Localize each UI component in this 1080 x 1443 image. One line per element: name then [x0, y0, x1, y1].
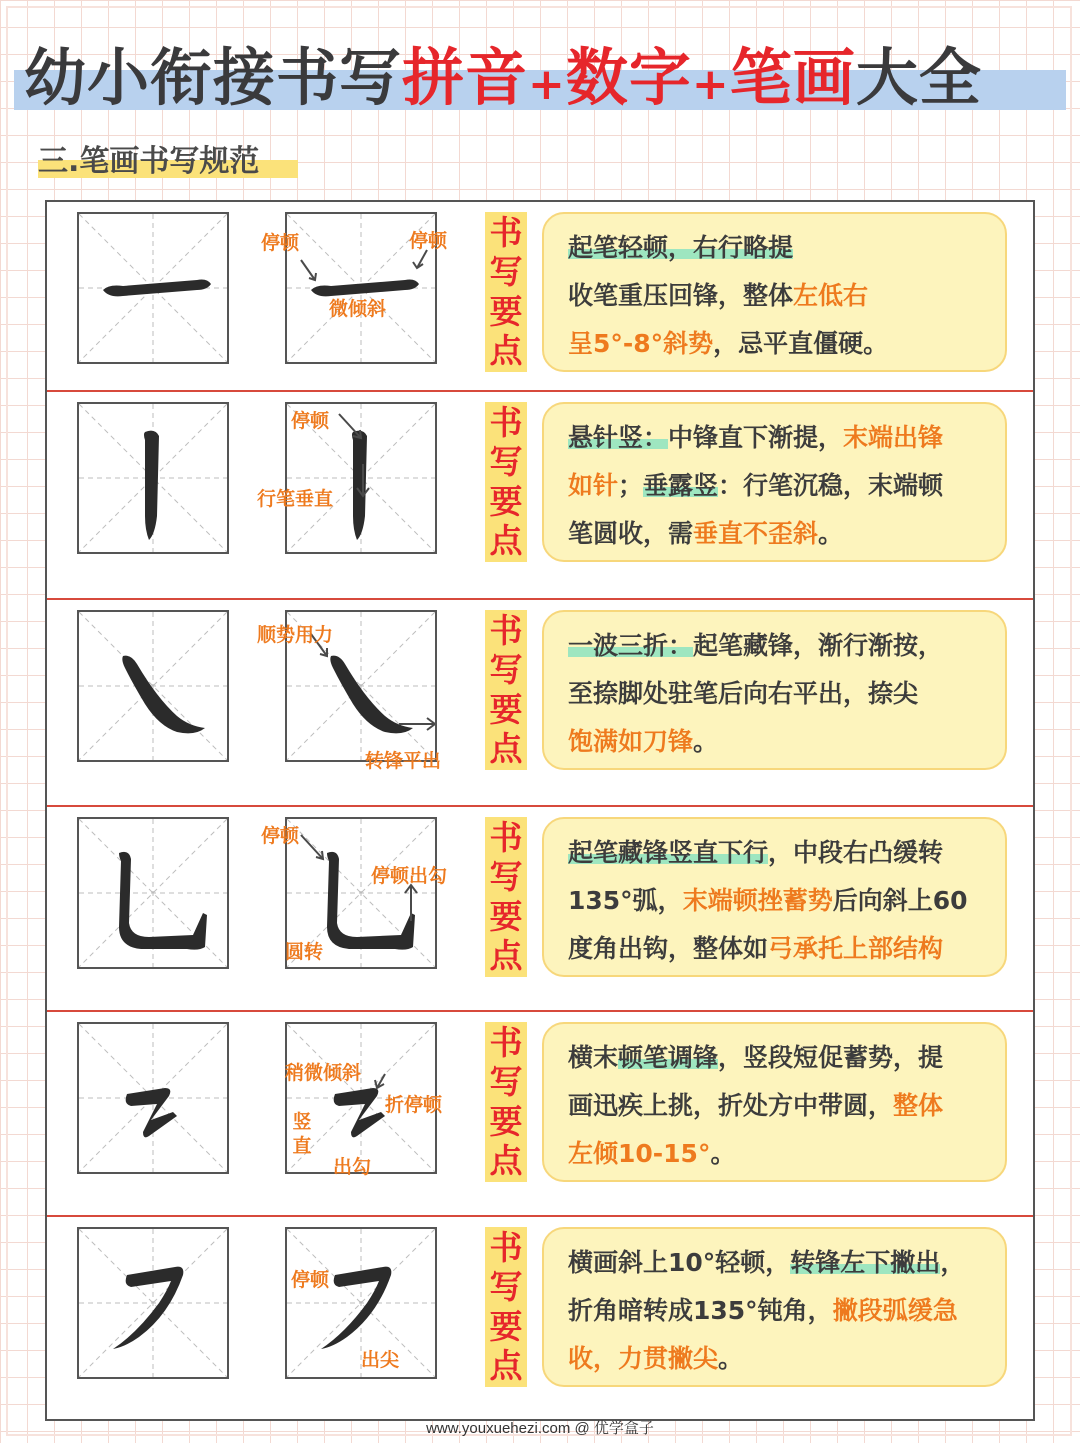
note-line [568, 877, 997, 925]
stroke-row-heng [47, 202, 1033, 408]
note-text: 横画斜上10°轻顿， [568, 1248, 791, 1277]
requirement-char: 要 [489, 689, 523, 729]
title-plus-1: + [528, 59, 566, 110]
stroke-tip-label: 转锋平出 [365, 750, 442, 772]
note-line [568, 1287, 997, 1335]
title-part-1: 幼小衔接书写 [24, 41, 403, 114]
requirement-char: 要 [489, 896, 523, 936]
emphasis-text: 末端顿挫蓄势 [682, 886, 833, 915]
requirement-label [485, 817, 527, 977]
title-part-4: 笔画 [729, 41, 856, 114]
note-text: ，中段右凸缓转 [768, 838, 944, 867]
stroke-tip-label: 停顿 [291, 1269, 330, 1291]
stroke-tip-label: 停顿 [291, 410, 330, 432]
emphasis-text: 弓承托上部结构 [768, 934, 944, 963]
highlighted-text: 起笔藏锋竖直下行 [568, 838, 769, 867]
stroke-example-box [77, 1227, 229, 1379]
title-part-5: 大全 [855, 41, 982, 114]
note-text: 后向斜上60 [832, 886, 968, 915]
note-text: 。 [693, 727, 719, 756]
page-title [24, 38, 982, 125]
requirement-char: 写 [489, 252, 523, 292]
header [14, 38, 1066, 118]
note-text: 起笔藏锋，渐行渐按， [693, 631, 944, 660]
requirement-char: 点 [489, 330, 523, 370]
requirement-char: 书 [489, 818, 523, 857]
note-line [568, 925, 997, 973]
requirement-char: 点 [489, 728, 523, 768]
note-line [568, 414, 997, 462]
stroke-tip-label: 折停顿 [385, 1094, 443, 1116]
note-text: ：行笔沉稳，末端顿 [718, 471, 944, 500]
requirement-label [485, 402, 527, 562]
stroke-table [45, 200, 1035, 1421]
note-line [568, 1335, 997, 1383]
stroke-tip-label: 行笔垂直 [257, 488, 334, 510]
emphasis-text: 左倾10-15° [568, 1139, 711, 1168]
note-text: 中锋直下渐提， [668, 423, 844, 452]
note-text: 。 [818, 519, 844, 548]
emphasis-text: 呈5°-8°斜势 [568, 329, 714, 358]
note-text: 至捺脚处驻笔后向右平出，捺尖 [568, 679, 919, 708]
requirement-char: 要 [489, 481, 523, 521]
stroke-drawing [79, 612, 227, 760]
stroke-drawing [79, 1024, 227, 1172]
stroke-row-na [47, 600, 1033, 806]
note-line [568, 224, 997, 272]
note-text: ； [618, 471, 644, 500]
stroke-row-hengpie [47, 1217, 1033, 1423]
footer-watermark: www.youxuehezi.com @ 优学盒子 [426, 1420, 654, 1437]
highlighted-text: 一波三折： [568, 631, 694, 660]
writing-tips-note [542, 1022, 1007, 1182]
emphasis-text: 左低右 [793, 281, 869, 310]
note-line [568, 1239, 997, 1287]
stroke-tip-label: 出尖 [361, 1349, 400, 1371]
stroke-row-shu [47, 392, 1033, 598]
stroke-tip-label: 出勾 [333, 1156, 372, 1178]
requirement-char: 书 [489, 1228, 523, 1267]
emphasis-text: 整体 [893, 1091, 944, 1120]
emphasis-text: 如针 [568, 471, 619, 500]
section-title: 三.笔画书写规范 [38, 144, 260, 179]
note-line [568, 718, 997, 766]
note-text: ， [940, 1248, 966, 1277]
requirement-label [485, 1022, 527, 1182]
note-line [568, 670, 997, 718]
stroke-drawing [79, 1229, 227, 1377]
emphasis-text: 饱满如刀锋 [568, 727, 694, 756]
stroke-tip-label: 停顿 [261, 232, 300, 254]
stroke-row-hengzhiti [47, 1012, 1033, 1218]
note-text: 。 [718, 1344, 744, 1373]
note-text: 。 [710, 1139, 736, 1168]
note-line [568, 462, 997, 510]
requirement-label [485, 1227, 527, 1387]
note-line [568, 622, 997, 670]
highlighted-text: 转锋左下撇出 [790, 1248, 941, 1277]
stroke-example-box [77, 1022, 229, 1174]
title-part-3: 数字 [565, 41, 692, 114]
writing-tips-note [542, 610, 1007, 770]
stroke-example-box [77, 402, 229, 554]
requirement-label [485, 610, 527, 770]
stroke-tip-label: 停顿 [409, 230, 448, 252]
requirement-char: 书 [489, 1023, 523, 1062]
requirement-char: 要 [489, 291, 523, 331]
requirement-char: 写 [489, 650, 523, 690]
note-line [568, 1034, 997, 1082]
stroke-tip-label: 微倾斜 [329, 298, 387, 320]
note-line [568, 1082, 997, 1130]
stroke-tip-label: 稍微倾斜 [285, 1062, 362, 1084]
note-text: 度角出钩，整体如 [568, 934, 769, 963]
requirement-char: 要 [489, 1306, 523, 1346]
note-line [568, 1130, 997, 1178]
requirement-label [485, 212, 527, 372]
note-text: 横末 [568, 1043, 619, 1072]
emphasis-text: 撇段弧缓急 [832, 1296, 958, 1325]
note-text: ，竖段短促蓄势，提 [718, 1043, 944, 1072]
highlighted-text: 垂露竖 [643, 471, 719, 500]
requirement-char: 书 [489, 403, 523, 442]
highlighted-text: 悬针竖： [568, 423, 669, 452]
requirement-char: 点 [489, 935, 523, 975]
requirement-char: 写 [489, 1267, 523, 1307]
stroke-tip-label: 竖直 [292, 1111, 312, 1157]
title-part-2: 拼音 [402, 41, 529, 114]
stroke-drawing [79, 819, 227, 967]
requirement-char: 书 [489, 213, 523, 252]
stroke-drawing [79, 404, 227, 552]
stroke-tip-label: 停顿 [261, 825, 300, 847]
requirement-char: 点 [489, 1140, 523, 1180]
writing-tips-note [542, 212, 1007, 372]
requirement-char: 点 [489, 520, 523, 560]
requirement-char: 写 [489, 442, 523, 482]
requirement-char: 写 [489, 857, 523, 897]
stroke-example-box [77, 817, 229, 969]
stroke-example-box [77, 610, 229, 762]
stroke-example-box [77, 212, 229, 364]
note-line [568, 510, 997, 558]
note-text: 135°弧， [568, 886, 683, 915]
stroke-tip-label: 停顿出勾 [371, 865, 448, 887]
stroke-tip-label: 顺势用力 [257, 624, 334, 646]
note-text: 笔圆收，需 [568, 519, 694, 548]
requirement-char: 点 [489, 1345, 523, 1385]
emphasis-text: 末端出锋 [843, 423, 944, 452]
requirement-char: 写 [489, 1062, 523, 1102]
note-line [568, 272, 997, 320]
note-text: ，忌平直僵硬。 [713, 329, 889, 358]
title-plus-2: + [691, 59, 730, 110]
writing-tips-note [542, 402, 1007, 562]
emphasis-text: 收，力贯撇尖 [568, 1344, 719, 1373]
note-text: 画迅疾上挑，折处方中带圆， [568, 1091, 894, 1120]
requirement-char: 要 [489, 1101, 523, 1141]
note-text: 折角暗转成135°钝角， [568, 1296, 833, 1325]
section-heading [38, 140, 259, 184]
stroke-row-shuwangou [47, 807, 1033, 1013]
requirement-char: 书 [489, 611, 523, 650]
stroke-drawing [79, 214, 227, 362]
writing-tips-note [542, 1227, 1007, 1387]
writing-tips-note [542, 817, 1007, 977]
highlighted-text: 起笔轻顿，右行略提 [568, 233, 794, 262]
stroke-tip-label: 圆转 [285, 941, 324, 963]
note-line [568, 829, 997, 877]
note-text: 收笔重压回锋，整体 [568, 281, 794, 310]
note-line [568, 320, 997, 368]
emphasis-text: 垂直不歪斜 [693, 519, 819, 548]
highlighted-text: 顿笔调锋 [618, 1043, 719, 1072]
